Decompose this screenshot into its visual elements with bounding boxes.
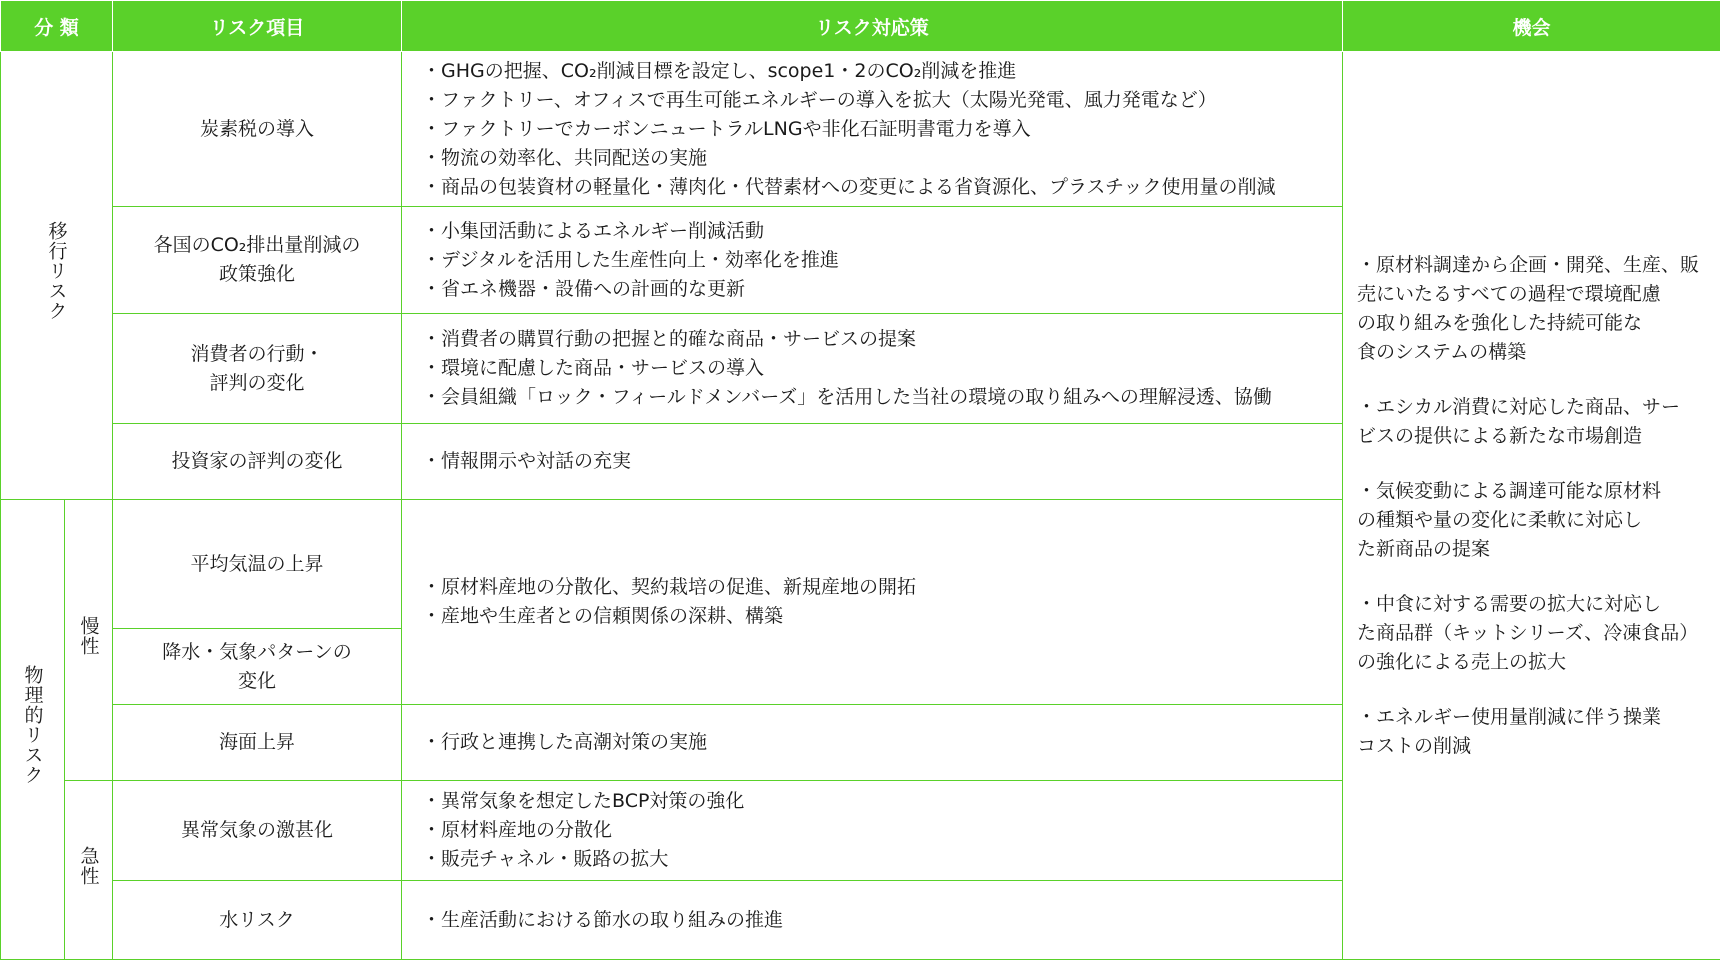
measures-cell — [402, 207, 1343, 314]
measure-line: ・デジタルを活用した生産性向上・効率化を推進 — [422, 248, 839, 271]
opportunity-line: の種類や量の変化に柔軟に対応し — [1357, 508, 1643, 531]
risk-item — [113, 424, 402, 500]
header-row — [1, 1, 1720, 52]
risk-item-line: 炭素税の導入 — [199, 117, 314, 140]
risk-item-line: 評判の変化 — [209, 371, 305, 394]
risk-item — [113, 314, 402, 424]
opportunity-cell — [1343, 52, 1720, 960]
opportunity-line: の取り組みを強化した持続可能な — [1357, 311, 1643, 334]
measure-line: ・商品の包装資材の軽量化・薄肉化・代替素材への変更による省資源化、プラスチック使用量の削減 — [422, 175, 1276, 198]
opportunity-line: 売にいたるすべての過程で環境配慮 — [1357, 282, 1661, 305]
measures-cell — [402, 705, 1343, 781]
measure-line: ・物流の効率化、共同配送の実施 — [422, 146, 708, 169]
measures-cell — [402, 52, 1343, 207]
category-acute — [65, 781, 113, 960]
risk-item-line: 投資家の評判の変化 — [171, 450, 343, 472]
opportunity-item — [1357, 251, 1706, 367]
risk-item-line: 平均気温の上昇 — [190, 552, 324, 575]
risk-item — [113, 500, 402, 629]
measures-cell — [402, 881, 1343, 960]
measure-line: ・生産活動における節水の取り組みの推進 — [422, 908, 784, 931]
risk-item — [113, 705, 402, 781]
risk-item-line: 政策強化 — [218, 263, 295, 285]
opportunity-item — [1357, 703, 1706, 761]
measure-line: ・情報開示や対話の充実 — [422, 450, 632, 472]
measure-line: ・行政と連携した高潮対策の実施 — [422, 731, 708, 753]
risk-item-line: 異常気象の激甚化 — [180, 819, 333, 841]
opportunity-item — [1357, 393, 1706, 451]
opportunity-line: た新商品の提案 — [1357, 537, 1491, 560]
opportunity-line: た商品群（キットシリーズ、冷凍食品） — [1357, 621, 1699, 644]
measure-line: ・会員組織「ロック・フィールドメンバーズ」を活用した当社の環境の取り組みへの理解浸透、協働 — [422, 386, 1272, 408]
opportunity-line: ・エシカル消費に対応した商品、サー — [1357, 395, 1681, 418]
opportunity-line: コストの削減 — [1357, 734, 1472, 757]
header-opportunity: 機会 — [1343, 1, 1720, 52]
measure-line: ・原材料産地の分散化 — [422, 819, 613, 841]
opportunity-line: ・気候変動による調達可能な原材料 — [1357, 479, 1662, 502]
risk-item-line: 降水・気象パターンの — [162, 640, 352, 663]
table-row — [1, 52, 1720, 207]
category-acute-label: 急性 — [77, 845, 100, 886]
measure-line: ・ファクトリーでカーボンニュートラルLNGや非化石証明書電力を導入 — [422, 117, 1031, 140]
measure-line: ・環境に配慮した商品・サービスの導入 — [422, 357, 765, 379]
category-physical — [1, 500, 65, 960]
measure-line: ・小集団活動によるエネルギー削減活動 — [422, 219, 765, 242]
category-chronic-label: 慢性 — [77, 615, 100, 656]
risk-item — [113, 881, 402, 960]
header-category: 分 類 — [1, 1, 113, 52]
measure-line: ・消費者の購買行動の把握と的確な商品・サービスの提案 — [422, 328, 917, 350]
measure-line: ・GHGの把握、CO₂削減目標を設定し、scope1・2のCO₂削減を推進 — [422, 59, 1017, 82]
opportunity-item — [1357, 590, 1706, 677]
risk-item — [113, 629, 402, 705]
risk-item — [113, 781, 402, 881]
category-physical-label: 物理的リスク — [21, 665, 44, 785]
risk-item-line: 消費者の行動・ — [190, 342, 324, 365]
opportunity-line: の強化による売上の拡大 — [1357, 650, 1567, 673]
risk-item — [113, 207, 402, 314]
measure-line: ・異常気象を想定したBCP対策の強化 — [422, 790, 745, 812]
category-chronic — [65, 500, 113, 781]
opportunity-line: ・中食に対する需要の拡大に対応し — [1357, 592, 1662, 615]
measure-line: ・省エネ機器・設備への計画的な更新 — [422, 277, 746, 300]
risk-item-line: 水リスク — [219, 908, 295, 931]
measures-cell — [402, 500, 1343, 705]
opportunity-line: ・原材料調達から企画・開発、生産、販 — [1357, 253, 1700, 276]
measure-line: ・原材料産地の分散化、契約栽培の促進、新規産地の開拓 — [422, 576, 917, 598]
measures-cell — [402, 314, 1343, 424]
measures-cell — [402, 781, 1343, 881]
risk-item — [113, 52, 402, 207]
measure-line: ・販売チャネル・販路の拡大 — [422, 848, 669, 870]
measures-cell — [402, 424, 1343, 500]
opportunity-line: 食のシステムの構築 — [1357, 340, 1527, 363]
risk-item-line: 各国のCO₂排出量削減の — [153, 234, 361, 256]
header-risk-item: リスク項目 — [113, 1, 402, 52]
header-measures: リスク対応策 — [402, 1, 1343, 52]
category-transition — [1, 52, 113, 500]
opportunity-item — [1357, 477, 1706, 564]
measure-line: ・ファクトリー、オフィスで再生可能エネルギーの導入を拡大（太陽光発電、風力発電など） — [422, 88, 1217, 111]
risk-item-line: 変化 — [237, 669, 276, 692]
opportunity-line: ・エネルギー使用量削減に伴う操業 — [1357, 705, 1662, 728]
measure-line: ・産地や生産者との信頼関係の深耕、構築 — [422, 605, 784, 627]
opportunity-line: ビスの提供による新たな市場創造 — [1357, 424, 1643, 447]
risk-item-line: 海面上昇 — [218, 731, 295, 753]
category-transition-label: 移行リスク — [45, 221, 68, 321]
